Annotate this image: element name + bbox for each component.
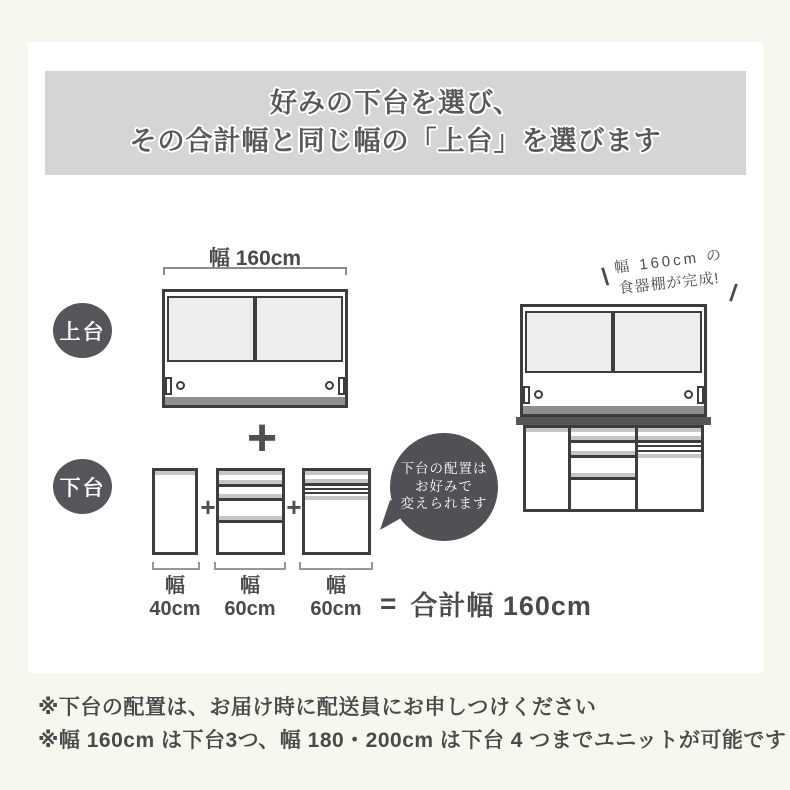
completed-cabinet-illustration [520, 304, 707, 512]
completed-base-row [523, 425, 704, 512]
top-unit-badge: 上台 [53, 303, 112, 358]
title-line-2: その合計幅と同じ幅の「上台」を選びます [129, 126, 662, 156]
handle-slot-left [165, 377, 172, 395]
unit-top-shadow [155, 471, 195, 475]
base-unit-60cm-drawers [216, 468, 285, 555]
top-cabinet-illustration [162, 289, 348, 408]
note-line-1: ※下台の配置は、お届け時に配送員にお申しつけください [38, 696, 597, 719]
total-width-label: 合計幅 160cm [410, 591, 592, 621]
base-unit-40cm [152, 468, 198, 555]
total-width-equation [380, 584, 592, 623]
annotation-line-1: 幅 160cm の [613, 246, 725, 277]
annotation-line-2: 食器棚が完成! [617, 269, 721, 298]
width-label-2-value: 60cm [224, 598, 276, 620]
top-unit-width-label: 幅 160cm [208, 247, 302, 270]
width-label-3-top: 幅 [326, 575, 346, 597]
drawer-divider [571, 451, 635, 458]
handle-slot-right [338, 377, 345, 395]
knob-right [325, 381, 334, 390]
completed-annotation [584, 246, 754, 298]
width-label-1 [137, 575, 213, 621]
drawer-divider [571, 436, 635, 443]
sliding-door-right [255, 296, 343, 362]
knob-left [176, 381, 185, 390]
bubble-line-2: お好みで [415, 478, 473, 494]
counter-top [516, 417, 711, 425]
bottom-unit-badge: 下台 [53, 459, 112, 514]
unit-top-shadow [219, 471, 282, 475]
note-line-2: ※幅 160cm は下台3つ、幅 180・200cm は下台 4 つまでユニットが可能です [38, 729, 787, 752]
width-label-2-top: 幅 [240, 575, 260, 597]
drawer-divider [219, 516, 282, 523]
dimension-bracket-2 [214, 562, 286, 570]
title-line-1: 好みの下台を選び、 [270, 88, 521, 118]
knob-right [684, 390, 693, 399]
drawer-divider [571, 473, 635, 480]
width-label-2 [209, 575, 291, 621]
info-card [28, 42, 763, 673]
panel-line [305, 492, 368, 494]
panel-shadow [305, 496, 368, 500]
width-label-3-value: 60cm [310, 598, 362, 620]
unit-top-shadow [305, 471, 368, 475]
emphasis-stroke-right: / [728, 279, 739, 308]
width-label-1-top: 幅 [165, 575, 185, 597]
panel-shadow [638, 454, 701, 458]
cabinet-base-strip [523, 406, 704, 414]
unit-top-shadow [526, 428, 701, 432]
footer-notes [38, 691, 786, 757]
equals-sign: = [380, 587, 397, 619]
handle-slot-right [697, 386, 704, 404]
dimension-bracket-1 [152, 562, 200, 570]
drawer-divider [638, 436, 701, 443]
dimension-bracket-3 [299, 562, 373, 570]
speech-bubble [390, 433, 498, 541]
plus-icon-large: + [246, 409, 278, 467]
title-band [45, 71, 746, 175]
panel-line [638, 450, 701, 452]
width-label-1-value: 40cm [149, 598, 201, 620]
emphasis-stroke-left: \ [600, 263, 611, 292]
handle-slot-left [523, 386, 530, 404]
sliding-door-left [525, 311, 613, 373]
bubble-line-1: 下台の配置は [400, 461, 488, 476]
dimension-bracket-top [163, 267, 347, 275]
bubble-line-3: 変えられます [400, 496, 488, 511]
sliding-door-left [167, 296, 255, 362]
plus-icon-small-1: + [200, 492, 216, 522]
drawer-divider [219, 480, 282, 487]
plus-icon-small-2: + [286, 492, 302, 522]
base-unit-60cm-door [302, 468, 371, 555]
width-label-3 [294, 575, 378, 621]
panel-line [305, 488, 368, 490]
completed-top-unit [520, 304, 707, 417]
sliding-door-right [613, 311, 702, 373]
panel-line [638, 445, 701, 447]
knob-left [534, 390, 543, 399]
drawer-divider [305, 479, 368, 486]
drawer-divider [219, 494, 282, 501]
cabinet-base-strip [165, 397, 345, 405]
